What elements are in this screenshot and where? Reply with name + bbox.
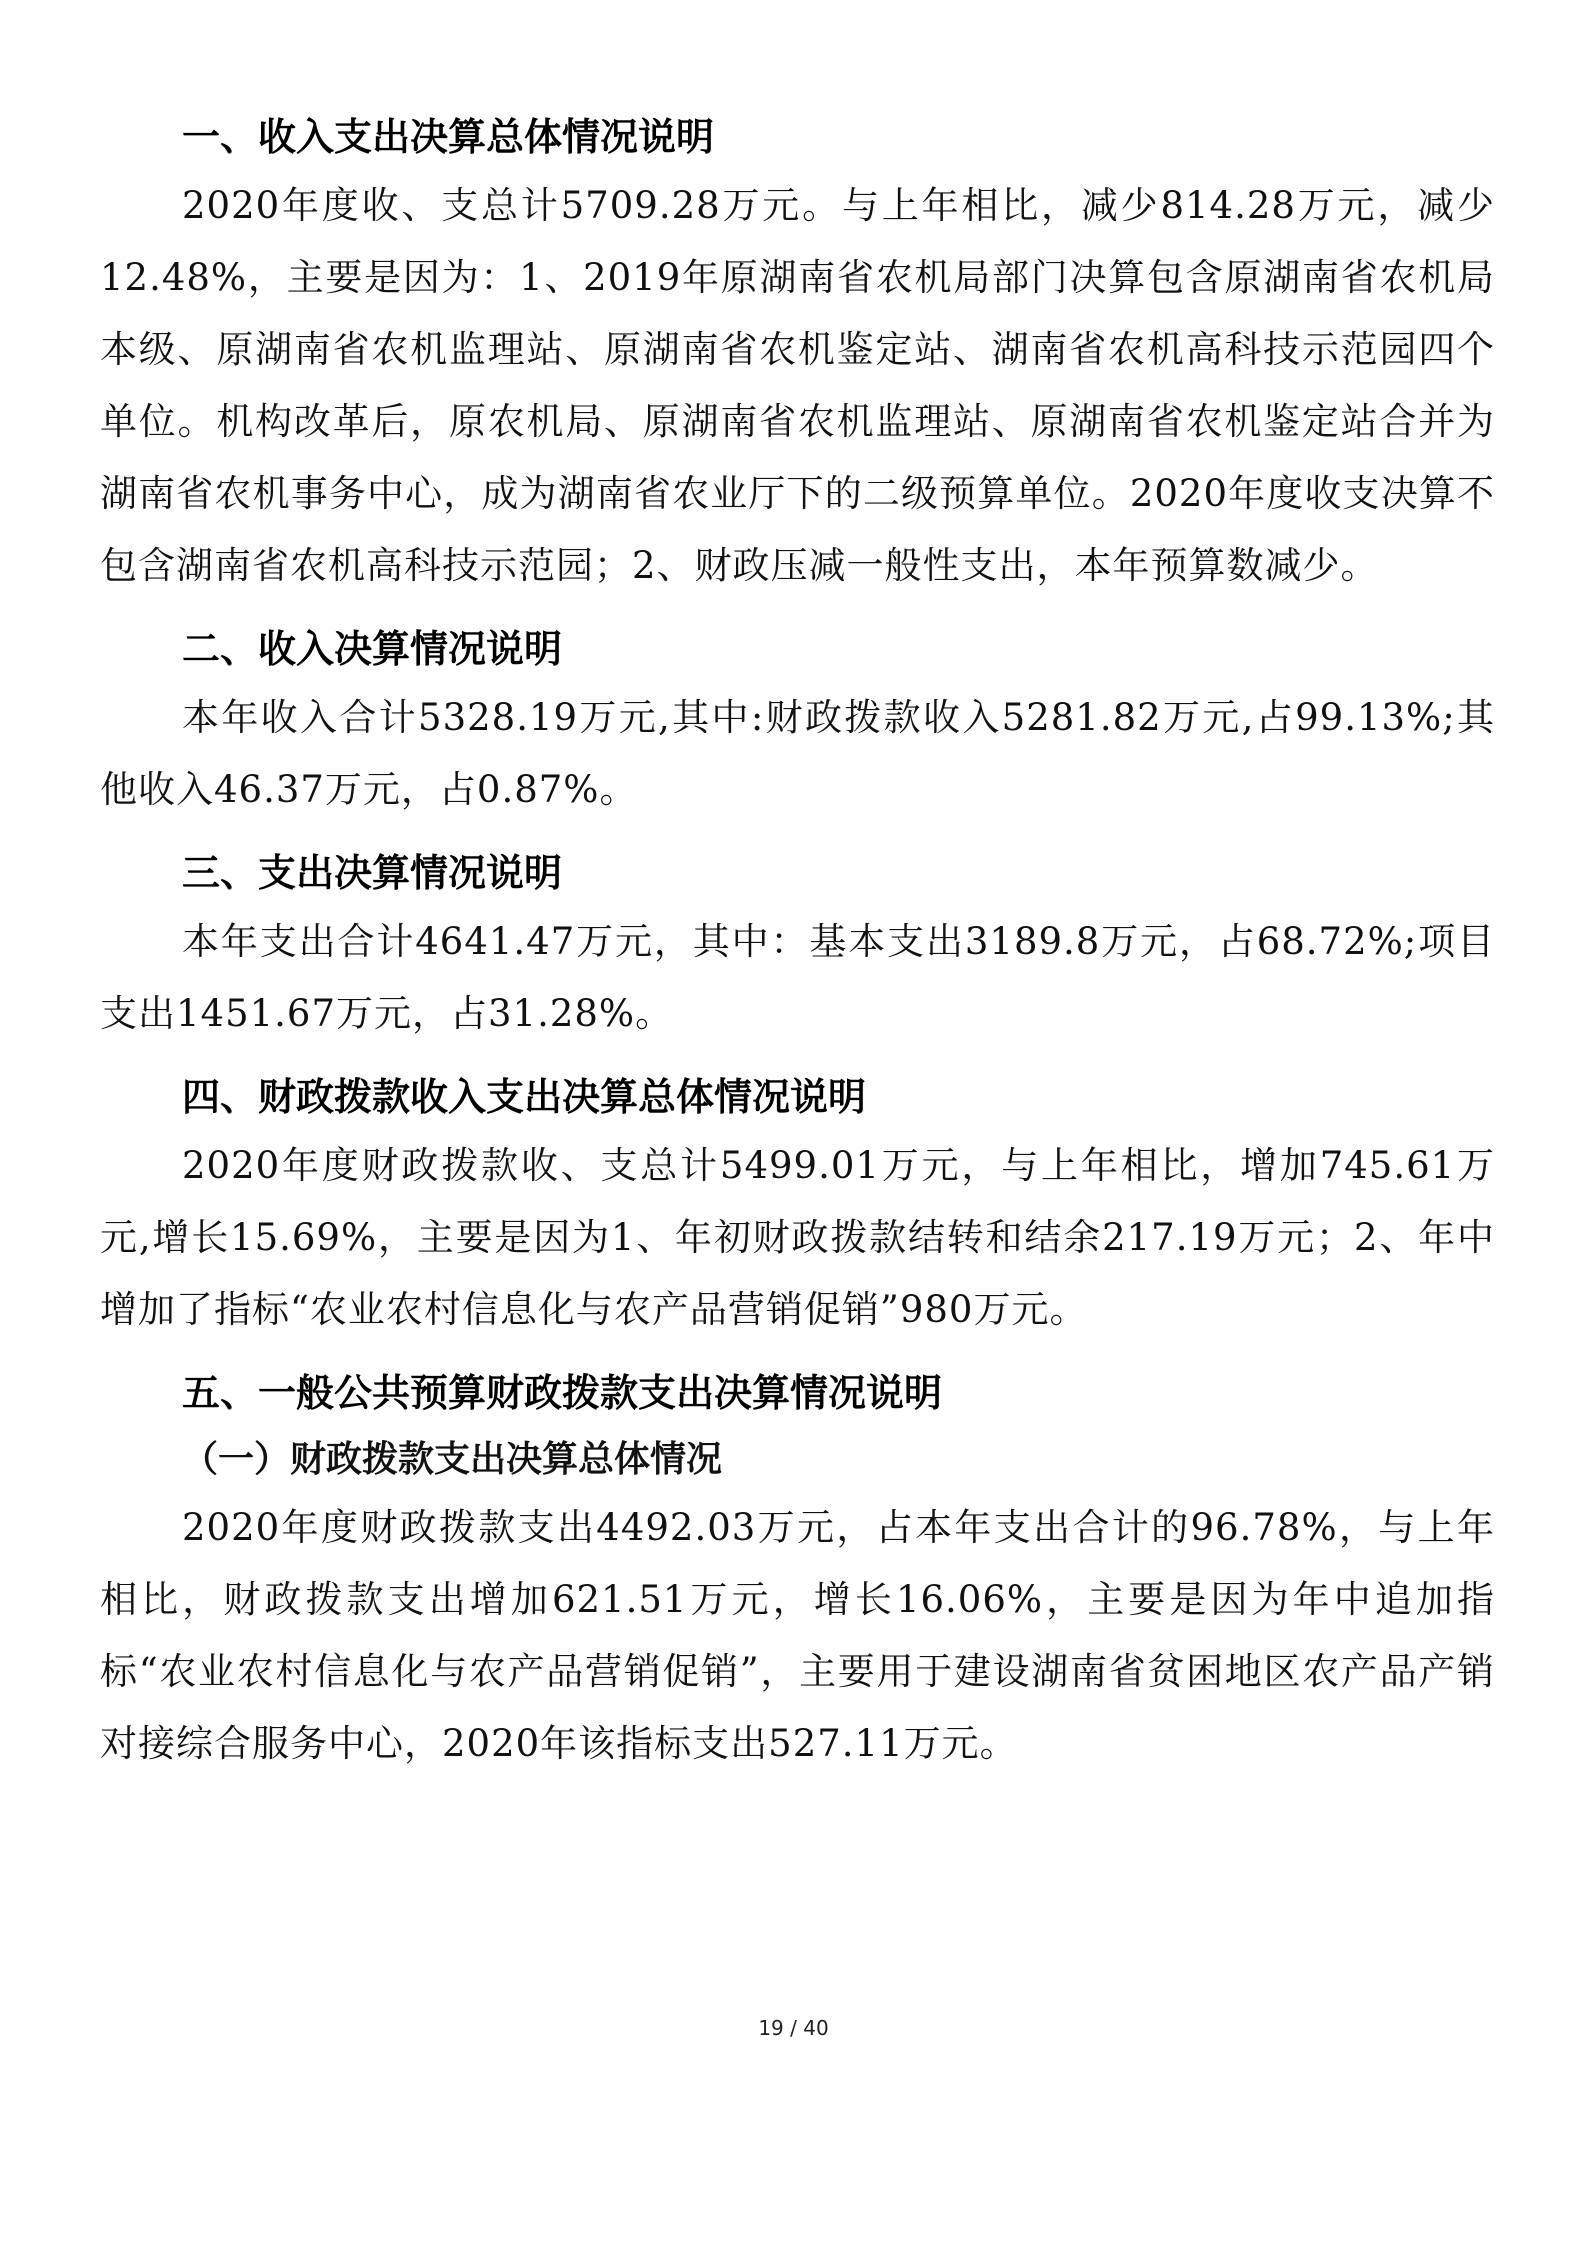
section-5-subheading: （一）财政拨款支出决算总体情况 [182, 1438, 723, 1480]
section-4-paragraph: 2020年度财政拨款收、支总计5499.01万元，与上年相比，增加745.61万元,增长15.69%，主要是因为1、年初财政拨款结转和结余217.19万元；2、年中增加了指标“农业农村信息化与农产品营销促销”980万元。 [100, 1144, 1495, 1331]
section-2-heading: 二、收入决算情况说明 [182, 627, 563, 671]
page-number: 19 / 40 [758, 2016, 829, 2040]
section-1-paragraph: 2020年度收、支总计5709.28万元。与上年相比，减少814.28万元，减少12.48%，主要是因为：1、2019年原湖南省农机局部门决算包含原湖南省农机局本级、原湖南省农机监理站、原湖南省农机鉴定站、湖南省农机高科技示范园四个单位。机构改革后，原农机局、原湖南省农机监理站、原湖南省农机鉴定站合并为湖南省农机事务中心，成为湖南省农业厅下的二级预算单位。2020年度收支决算不包含湖南省农机高科技示范园；2、财政压减一般性支出，本年预算数减少。 [100, 184, 1495, 587]
section-5-paragraph: 2020年度财政拨款支出4492.03万元，占本年支出合计的96.78%，与上年相比，财政拨款支出增加621.51万元，增长16.06%，主要是因为年中追加指标“农业农村信息化与农产品营销促销”，主要用于建设湖南省贫困地区农产品产销对接综合服务中心，2020年该指标支出527.11万元。 [100, 1506, 1495, 1765]
section-1-heading: 一、收入支出决算总体情况说明 [182, 115, 715, 159]
section-2-paragraph: 本年收入合计5328.19万元,其中:财政拨款收入5281.82万元,占99.13%;其他收入46.37万元，占0.87%。 [100, 696, 1495, 811]
section-3-heading: 三、支出决算情况说明 [182, 851, 563, 895]
section-5-heading: 五、一般公共预算财政拨款支出决算情况说明 [182, 1371, 943, 1415]
document-page [100, 110, 1495, 1800]
section-3-paragraph: 本年支出合计4641.47万元，其中：基本支出3189.8万元，占68.72%;项目支出1451.67万元，占31.28%。 [100, 920, 1495, 1035]
section-4-heading: 四、财政拨款收入支出决算总体情况说明 [182, 1075, 867, 1119]
